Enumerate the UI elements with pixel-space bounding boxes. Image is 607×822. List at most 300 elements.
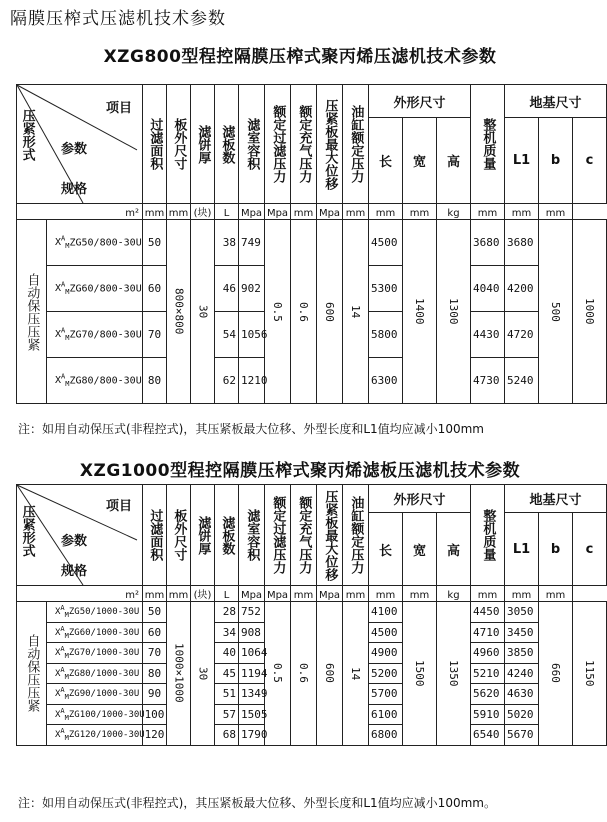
mass-value: 6540 (473, 728, 500, 742)
length-cell (369, 725, 403, 746)
volume-cell (239, 312, 268, 358)
base-c-cell (573, 602, 607, 746)
dims-header (369, 85, 471, 118)
base-sub-header (505, 118, 539, 204)
header-label: 额定充气压力 (296, 496, 312, 574)
length-value: 5800 (371, 328, 398, 341)
plates-cell (215, 266, 239, 312)
mass-header-label: 整机质量 (480, 509, 496, 561)
base-sub-label: b (550, 541, 561, 557)
unit-cell (369, 586, 403, 602)
length-value: 4100 (371, 605, 398, 619)
air-pressure: 0.6 (297, 663, 310, 684)
header-label: 滤饼厚 (195, 124, 211, 164)
header-label: 滤室容积 (244, 509, 260, 561)
corner-param-label: 参数 (61, 142, 88, 158)
base-b: 500 (549, 301, 562, 322)
volume-value: 752 (241, 605, 261, 619)
base-b: 660 (549, 663, 562, 684)
plates-value: 68 (222, 728, 236, 742)
header-cell (191, 485, 215, 586)
l1-value: 5670 (507, 728, 534, 742)
mass-cell (471, 684, 505, 705)
header-cell (215, 485, 239, 586)
area-cell (143, 622, 167, 643)
unit-cell (239, 204, 265, 220)
header-cell (167, 485, 191, 586)
plate-size-cell (167, 220, 191, 404)
length-cell (369, 663, 403, 684)
cake-thickness: 30 (196, 304, 210, 319)
l1-cell (505, 602, 539, 623)
length-value: 5200 (371, 666, 398, 680)
unit-label: mm (293, 207, 314, 219)
unit-cell (291, 204, 317, 220)
unit-label: mm (477, 589, 498, 601)
model-name: ZG50/800-30U (69, 237, 142, 249)
volume-cell (239, 704, 268, 725)
length-cell (369, 358, 403, 404)
volume-cell (239, 358, 268, 404)
model-cell (47, 622, 143, 643)
spec-table-1000 (16, 484, 607, 746)
mass-value: 4960 (473, 646, 500, 660)
length-value: 5700 (371, 687, 398, 701)
l1-cell (505, 266, 539, 312)
volume-cell (239, 266, 265, 312)
area-value: 60 (147, 625, 162, 639)
filter-pressure-cell (265, 220, 291, 404)
dims-header-label: 外形尺寸 (393, 493, 446, 509)
model-prefix: $X^A_M$ (55, 727, 69, 743)
length-value: 6100 (371, 707, 398, 721)
unit-label: mm (144, 207, 165, 219)
header-label: 板外尺寸 (171, 118, 187, 170)
header-cell (167, 85, 191, 204)
mass-value: 5620 (473, 687, 500, 701)
unit-cell (539, 204, 573, 220)
air-pressure: 0.6 (297, 301, 310, 322)
dims-sub-label: 宽 (412, 543, 426, 559)
header-cell (215, 85, 239, 204)
model-cell (47, 266, 143, 312)
model-name: ZG50/1000-30U (68, 607, 140, 618)
unit-cell (239, 586, 265, 602)
area-cell (143, 725, 167, 746)
base-sub-label: L1 (512, 153, 531, 169)
max-travel-cell (317, 220, 343, 404)
cylinder-pressure-cell (343, 220, 369, 404)
base-b-cell (539, 220, 573, 404)
l1-value: 4630 (507, 687, 534, 701)
mass-cell (471, 643, 505, 664)
base-header (505, 85, 607, 118)
unit-label: mm (409, 207, 430, 219)
unit-label: Mpa (318, 207, 341, 219)
unit-cell (17, 204, 143, 220)
header-label: 滤饼厚 (195, 515, 211, 555)
unit-label: mm (144, 589, 165, 601)
l1-value: 4200 (507, 282, 534, 295)
header-label: 额定充气压力 (296, 105, 312, 183)
unit-cell (215, 586, 239, 602)
volume-value: 1349 (241, 687, 268, 701)
header-label: 额定过滤压力 (270, 105, 286, 183)
cylinder-pressure: 14 (349, 304, 362, 319)
area-cell (143, 220, 167, 266)
mass-header (471, 85, 505, 204)
unit-label: m² (125, 589, 139, 601)
dims-sub-header (437, 513, 471, 586)
model-cell (47, 684, 143, 705)
mass-cell (471, 704, 505, 725)
header-label: 压紧板最大位移 (322, 489, 338, 581)
length-cell (369, 684, 403, 705)
mass-cell (471, 220, 505, 266)
pressing-type-cell (17, 602, 47, 746)
header-cell (317, 485, 343, 586)
volume-cell (239, 602, 265, 623)
l1-cell (505, 643, 539, 664)
mass-value: 3680 (473, 236, 500, 249)
corner-spec-label: 规格 (61, 182, 88, 197)
length-value: 6300 (371, 374, 398, 387)
mass-value: 5910 (473, 707, 500, 721)
model-cell (47, 663, 143, 684)
unit-label: (块) (193, 208, 212, 219)
mass-value: 4040 (473, 282, 500, 295)
model-cell (47, 312, 143, 358)
plates-cell (215, 358, 239, 404)
model-prefix: $X^A_M$ (55, 624, 69, 640)
unit-label: Mpa (266, 589, 289, 601)
plate-size: 1000×1000 (172, 643, 186, 704)
header-cell (317, 85, 343, 204)
volume-cell (239, 725, 268, 746)
l1-cell (505, 312, 539, 358)
base-header-label: 地基尺寸 (529, 95, 582, 111)
header-label: 过滤面积 (147, 118, 163, 170)
corner-pressing-label: 压紧形式 (19, 505, 35, 557)
page-title: 隔膜压榨式压滤机技术参数 (10, 9, 226, 29)
unit-label: Mpa (266, 207, 289, 219)
area-value: 100 (144, 707, 165, 721)
corner-item-label: 项目 (105, 499, 132, 514)
model-cell (47, 725, 143, 746)
base-c-cell (573, 220, 607, 404)
model-prefix: $X^A_M$ (55, 326, 70, 343)
dims-sub-header (369, 513, 403, 586)
corner-item-label: 项目 (105, 100, 132, 116)
plates-cell (215, 312, 239, 358)
header-cell (143, 85, 167, 204)
volume-cell (239, 643, 268, 664)
model-prefix: $X^A_M$ (55, 686, 69, 702)
l1-value: 4240 (507, 666, 534, 680)
model-prefix: $X^A_M$ (55, 706, 69, 722)
model-cell (47, 643, 143, 664)
plate-size-cell (167, 602, 191, 746)
height: 1350 (447, 660, 460, 687)
model-prefix: $X^A_M$ (55, 665, 69, 681)
plates-value: 57 (222, 707, 236, 721)
unit-cell (437, 586, 471, 602)
unit-label: L (223, 589, 230, 601)
length-value: 4900 (371, 646, 398, 660)
length-value: 4500 (371, 625, 398, 639)
mass-cell (471, 312, 505, 358)
unit-cell (343, 204, 369, 220)
base-c: 1150 (583, 660, 596, 687)
mass-cell (471, 663, 505, 684)
header-cell (191, 85, 215, 204)
unit-label: mm (345, 589, 366, 601)
unit-cell (471, 204, 505, 220)
volume-value: 908 (241, 625, 261, 639)
base-sub-header (505, 513, 539, 586)
volume-cell (239, 220, 265, 266)
table2-note: 注：如用自动保压式(非程控式)，其压紧板最大位移、外型长度和L1值均应减小100mm。 (18, 796, 496, 810)
model-name: ZG80/800-30U (69, 375, 142, 387)
area-cell (143, 602, 167, 623)
unit-label: mm (375, 207, 396, 219)
header-label: 额定过滤压力 (270, 496, 286, 574)
plates-value: 34 (222, 625, 236, 639)
length-cell (369, 220, 403, 266)
mass-cell (471, 725, 505, 746)
base-sub-label: c (585, 541, 594, 557)
volume-value: 1064 (241, 646, 268, 660)
model-name: ZG60/800-30U (69, 283, 142, 295)
plate-size: 800×800 (172, 288, 186, 335)
height-cell (437, 220, 471, 404)
height: 1300 (447, 298, 460, 325)
header-label: 油缸额定压力 (348, 105, 364, 183)
length-value: 6800 (371, 728, 398, 742)
length-value: 5300 (371, 282, 398, 295)
base-header (505, 485, 607, 513)
base-sub-label: c (585, 153, 594, 169)
base-c: 1000 (583, 298, 596, 325)
l1-value: 5240 (507, 374, 534, 387)
model-prefix: $X^A_M$ (55, 280, 70, 297)
unit-label: m² (125, 207, 139, 219)
cake-thickness-cell (191, 220, 215, 404)
unit-cell (143, 586, 167, 602)
dims-header (369, 485, 471, 513)
l1-value: 4720 (507, 328, 534, 341)
unit-cell (167, 586, 191, 602)
model-cell (47, 220, 143, 266)
mass-header (471, 485, 505, 586)
model-name: ZG100/1000-30U (68, 709, 145, 720)
volume-value: 1790 (241, 728, 268, 742)
plates-value: 38 (222, 236, 236, 249)
table2-title: XZG1000型程控隔膜压榨式聚丙烯滤板压滤机技术参数 (79, 461, 521, 481)
unit-label: mm (511, 589, 532, 601)
area-cell (143, 266, 167, 312)
volume-cell (239, 622, 265, 643)
max-travel-cell (317, 602, 343, 746)
area-value: 120 (144, 728, 165, 742)
unit-label: mm (345, 207, 366, 219)
header-cell (265, 85, 291, 204)
length-value: 4500 (371, 236, 398, 249)
l1-value: 3850 (507, 646, 534, 660)
unit-label: Mpa (240, 207, 263, 219)
area-cell (143, 684, 167, 705)
plates-value: 45 (222, 666, 236, 680)
pressing-type: 自动保压压紧 (24, 634, 40, 713)
mass-cell (471, 622, 505, 643)
plates-value: 46 (222, 282, 236, 295)
volume-cell (239, 684, 268, 705)
plates-cell (215, 622, 239, 643)
width: 1500 (413, 660, 426, 687)
plates-cell (215, 643, 239, 664)
filter-pressure-cell (265, 602, 291, 746)
dims-sub-header (369, 118, 403, 204)
plates-value: 51 (222, 687, 236, 701)
volume-value: 1056 (241, 328, 268, 341)
mass-value: 4430 (473, 328, 500, 341)
header-cell (239, 85, 265, 204)
area-value: 80 (147, 374, 162, 387)
dims-sub-header (403, 513, 437, 586)
unit-label: kg (447, 589, 460, 601)
l1-cell (505, 725, 539, 746)
plates-value: 54 (222, 328, 236, 341)
dims-sub-label: 高 (446, 543, 460, 559)
volume-value: 1505 (241, 707, 268, 721)
header-label: 板外尺寸 (171, 509, 187, 561)
unit-cell (471, 586, 505, 602)
header-cell (343, 85, 369, 204)
base-header-label: 地基尺寸 (529, 493, 582, 509)
table-row (17, 602, 607, 623)
height-cell (437, 602, 471, 746)
plates-value: 40 (222, 646, 236, 660)
corner-param-label: 参数 (61, 534, 88, 549)
unit-label: mm (409, 589, 430, 601)
unit-label: mm (545, 589, 566, 601)
corner-spec-label: 规格 (61, 564, 88, 579)
plates-cell (215, 684, 239, 705)
cylinder-pressure: 14 (349, 666, 362, 680)
mass-value: 4730 (473, 374, 500, 387)
area-cell (143, 704, 167, 725)
dims-sub-header (403, 118, 437, 204)
dims-sub-label: 高 (446, 155, 460, 171)
header-cell (143, 485, 167, 586)
plates-cell (215, 725, 239, 746)
length-cell (369, 622, 403, 643)
model-prefix: $X^A_M$ (55, 645, 69, 661)
l1-cell (505, 704, 539, 725)
volume-value: 749 (241, 236, 261, 249)
header-cell (239, 485, 265, 586)
base-sub-header (539, 118, 573, 204)
base-sub-label: b (550, 153, 561, 169)
mass-cell (471, 358, 505, 404)
area-value: 70 (147, 328, 162, 341)
area-value: 70 (147, 646, 162, 660)
dims-sub-header (437, 118, 471, 204)
area-cell (143, 643, 167, 664)
pressing-type: 自动保压压紧 (24, 272, 40, 351)
model-name: ZG70/1000-30U (68, 648, 140, 659)
model-prefix: $X^A_M$ (55, 234, 70, 251)
dims-sub-label: 长 (378, 543, 392, 559)
air-pressure-cell (291, 220, 317, 404)
l1-cell (505, 358, 539, 404)
model-cell (47, 358, 143, 404)
width-cell (403, 602, 437, 746)
unit-cell (143, 204, 167, 220)
l1-value: 5020 (507, 707, 534, 721)
cylinder-pressure-cell (343, 602, 369, 746)
l1-cell (505, 220, 539, 266)
unit-cell (403, 586, 437, 602)
header-label: 滤板数 (219, 124, 235, 164)
header-label: 滤板数 (219, 515, 235, 555)
unit-label: mm (545, 207, 566, 219)
base-sub-label: L1 (512, 541, 531, 557)
model-name: ZG70/800-30U (69, 329, 142, 341)
plates-cell (215, 663, 239, 684)
unit-label: mm (477, 207, 498, 219)
length-cell (369, 602, 403, 623)
spec-table-800 (16, 84, 607, 404)
length-cell (369, 704, 403, 725)
area-cell (143, 663, 167, 684)
filter-pressure: 0.5 (271, 663, 284, 684)
l1-cell (505, 663, 539, 684)
length-cell (369, 266, 403, 312)
plates-cell (215, 602, 239, 623)
corner-pressing-label: 压紧形式 (19, 108, 35, 161)
length-cell (369, 643, 403, 664)
unit-cell (369, 204, 403, 220)
unit-cell (403, 204, 437, 220)
unit-cell (317, 586, 343, 602)
header-cell (343, 485, 369, 586)
model-name: ZG60/1000-30U (68, 627, 140, 638)
mass-cell (471, 266, 505, 312)
unit-label: mm (375, 589, 396, 601)
l1-value: 3680 (507, 236, 534, 249)
base-b-cell (539, 602, 573, 746)
unit-cell (505, 586, 539, 602)
unit-cell (191, 586, 215, 602)
unit-cell (167, 204, 191, 220)
max-travel: 600 (323, 663, 336, 684)
header-label: 滤室容积 (244, 118, 260, 170)
area-value: 90 (147, 687, 162, 701)
l1-value: 3450 (507, 625, 534, 639)
mass-header-label: 整机质量 (480, 118, 496, 170)
length-cell (369, 312, 403, 358)
volume-value: 1194 (241, 666, 268, 680)
cake-thickness-cell (191, 602, 215, 746)
header-label: 压紧板最大位移 (322, 98, 338, 190)
header-cell (291, 485, 317, 586)
dims-header-label: 外形尺寸 (393, 95, 446, 111)
l1-cell (505, 622, 539, 643)
area-value: 80 (147, 666, 162, 680)
dims-sub-label: 宽 (412, 155, 426, 171)
base-sub-header (573, 513, 607, 586)
